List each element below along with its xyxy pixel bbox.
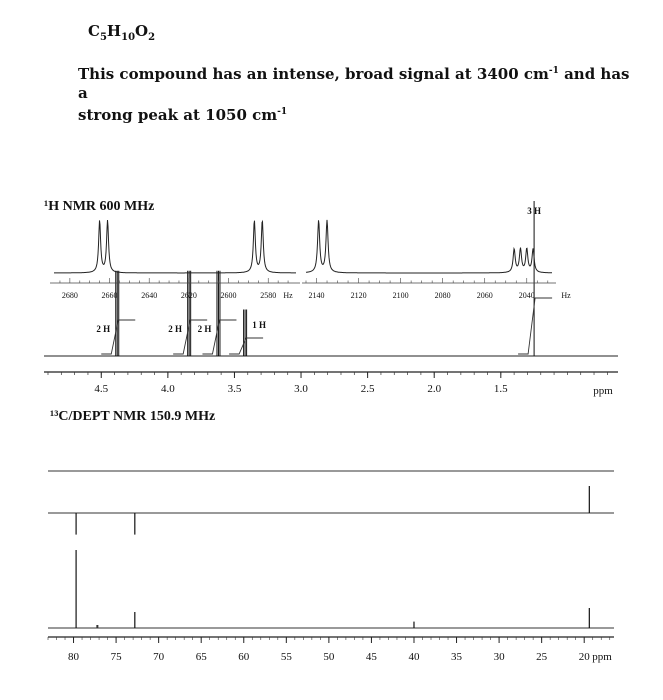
h-nmr-spectrum (44, 201, 618, 397)
formula-subscript: 10 (121, 32, 136, 43)
h-nmr-inset-tick-label: 2040 (518, 291, 535, 300)
h-nmr-x-axis-label: ppm (593, 385, 613, 397)
h-nmr-tick-label: 1.5 (493, 383, 508, 395)
h-nmr-inset-tick-label: 2620 (180, 291, 197, 300)
c-nmr-trace-dept-135 (48, 486, 614, 535)
h-nmr-inset-2 (302, 220, 571, 300)
h-nmr-inset-unit: Hz (283, 291, 293, 300)
h-nmr-inset-tick-label: 2680 (61, 291, 78, 300)
formula-element: H (106, 22, 122, 40)
h-nmr-tick-label: 3.5 (227, 383, 242, 395)
c-nmr-tick-label: 35 (451, 651, 463, 663)
h-nmr-integration-label: 2 H (96, 324, 111, 334)
h-nmr-inset-trace (306, 220, 552, 273)
h-nmr-peak (217, 271, 220, 356)
h-nmr-integration-label: 1 H (252, 320, 266, 330)
c-nmr-title: ¹³C/DEPT NMR 150.9 MHz (50, 409, 216, 424)
h-nmr-peak (244, 310, 247, 357)
h-nmr-inset-tick-label: 2660 (101, 291, 118, 300)
h-nmr-tick-label: 4.5 (94, 383, 109, 395)
h-nmr-integration-label: 2 H (197, 324, 212, 334)
formula-element: O (135, 22, 149, 40)
h-nmr-tick-label: 2.0 (427, 383, 442, 395)
c-nmr-tick-label: 40 (408, 651, 420, 663)
h-nmr-integral-curve (518, 298, 552, 354)
h-nmr-inset-tick-label: 2060 (476, 291, 493, 300)
c-nmr-tick-label: 80 (68, 651, 80, 663)
c-nmr-x-axis-label: ppm (592, 651, 612, 663)
formula-subscript: 2 (148, 32, 156, 43)
h-nmr-integration-label: 2 H (168, 324, 183, 334)
h-nmr-inset-tick-label: 2140 (308, 291, 325, 300)
c-nmr-tick-label: 30 (493, 651, 505, 663)
h-nmr-inset-unit: Hz (561, 291, 571, 300)
c-nmr-tick-label: 60 (238, 651, 250, 663)
formula-element: C (88, 22, 100, 40)
h-nmr-tick-label: 2.5 (360, 383, 375, 395)
h-nmr-inset-tick-label: 2120 (350, 291, 367, 300)
h-nmr-inset-tick-label: 2080 (434, 291, 451, 300)
c-nmr-tick-label: 65 (195, 651, 207, 663)
h-nmr-peak (188, 271, 191, 356)
h-nmr-peak (116, 271, 119, 356)
h-nmr-inset-1 (50, 220, 300, 300)
c-nmr-tick-label: 75 (110, 651, 122, 663)
c-nmr-tick-label: 25 (536, 651, 548, 663)
h-nmr-inset-tick-label: 2600 (220, 291, 237, 300)
h-nmr-inset-tick-label: 2640 (141, 291, 158, 300)
c-nmr-tick-label: 45 (365, 651, 377, 663)
c-nmr-tick-label: 50 (323, 651, 335, 663)
c-nmr-tick-label: 20 (578, 651, 590, 663)
h-nmr-tick-label: 3.0 (294, 383, 308, 395)
h-nmr-inset-tick-label: 2580 (260, 291, 277, 300)
formula-subscript: 5 (99, 32, 107, 43)
c-nmr-tick-label: 70 (153, 651, 165, 663)
h-nmr-title: ¹H NMR 600 MHz (44, 199, 155, 214)
h-nmr-inset-tick-label: 2100 (392, 291, 409, 300)
description-line-1: This compound has an intense, broad signal at 3400 $cm^{-1}$ and has a (78, 65, 630, 102)
c-nmr-tick-label: 55 (280, 651, 292, 663)
h-nmr-integration-label: 3 H (527, 206, 541, 216)
c-nmr-trace-13c (48, 550, 614, 628)
c-nmr-spectrum (48, 471, 614, 663)
h-nmr-tick-label: 4.0 (160, 383, 175, 395)
h-nmr-inset-trace (54, 220, 296, 273)
description-line-2: strong peak at 1050 $cm^{-1}$ (78, 106, 288, 124)
